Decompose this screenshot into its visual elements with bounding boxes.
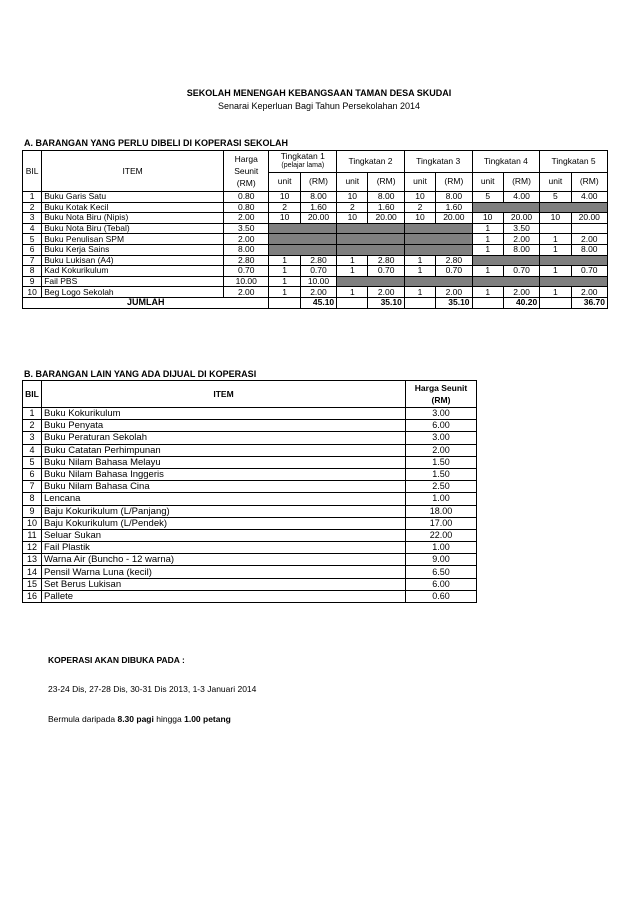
level-4-shaded-cell [472,276,540,287]
level-4-unit-header: unit [472,172,503,191]
col-bil-header: BIL [23,381,42,408]
level-2-total-blank [337,297,368,308]
opening-time [48,714,231,724]
level-3-shaded-cell [404,244,472,255]
row-item: Set Berus Lukisan [42,578,406,590]
table-row [23,590,477,602]
total-row [23,297,608,308]
row-price: 1.50 [406,456,477,468]
table-row [23,408,477,420]
level-5-unit: 10 [540,213,571,224]
row-bil: 12 [23,542,42,554]
row-price: 2.00 [224,213,269,224]
table-row [23,542,477,554]
level-1-shaded-cell [269,234,337,245]
row-bil: 2 [23,420,42,432]
table-row [23,578,477,590]
level-3-amount: 2.80 [436,255,472,266]
level-5-amount: 20.00 [571,213,607,224]
row-item: Baju Kokurikulum (L/Panjang) [42,505,406,517]
row-bil: 7 [23,255,42,266]
level-5-total-blank [540,297,571,308]
level-5-amount: 2.00 [571,287,607,298]
table-section-b [22,380,477,603]
row-item: Pallete [42,590,406,602]
level-5-amount: 8.00 [571,244,607,255]
level-3-shaded-cell [404,234,472,245]
table-row [23,255,608,266]
row-bil: 3 [23,213,42,224]
level-2-unit: 10 [337,213,368,224]
table-row [23,554,477,566]
col-item-header: ITEM [42,151,224,192]
opening-time-prefix: Bermula daripada [48,714,118,724]
row-price: 22.00 [406,529,477,541]
row-price: 9.00 [406,554,477,566]
row-item: Seluar Sukan [42,529,406,541]
col-price-line-2: Seunit [234,166,259,176]
row-item: Kad Kokurikulum [42,266,224,277]
level-4-unit: 10 [472,213,503,224]
level-2-amount: 1.60 [368,202,404,213]
row-item: Buku Kerja Sains [42,244,224,255]
level-2-unit-header: unit [337,172,368,191]
level-3-shaded-cell [404,223,472,234]
row-item: Buku Nota Biru (Tebal) [42,223,224,234]
row-bil: 4 [23,223,42,234]
row-bil: 8 [23,493,42,505]
row-bil: 9 [23,505,42,517]
row-bil: 11 [23,529,42,541]
table-row [23,276,608,287]
level-5-unit: 1 [540,266,571,277]
row-price: 3.00 [406,432,477,444]
level-3-shaded-cell [404,276,472,287]
row-bil: 16 [23,590,42,602]
level-5-unit-header: unit [540,172,571,191]
row-item: Buku Peraturan Sekolah [42,432,406,444]
row-item: Buku Garis Satu [42,192,224,203]
level-3-amount: 1.60 [436,202,472,213]
level-2-unit: 1 [337,266,368,277]
row-item: Fail Plastik [42,542,406,554]
level-3-amount: 2.00 [436,287,472,298]
level-5-total: 36.70 [571,297,607,308]
level-1-amount: 1.60 [300,202,336,213]
row-bil: 14 [23,566,42,578]
level-2-total: 35.10 [368,297,404,308]
row-bil: 5 [23,234,42,245]
level-2-amount: 2.00 [368,287,404,298]
row-bil: 1 [23,408,42,420]
row-price: 6.50 [406,566,477,578]
col-price-header [406,381,477,408]
col-price-line-3: (RM) [236,178,256,188]
level-3-total: 35.10 [436,297,472,308]
row-item: Beg Logo Sekolah [42,287,224,298]
row-price: 0.60 [406,590,477,602]
level-5-header: Tingkatan 5 [540,151,608,173]
table-row [23,456,477,468]
level-1-shaded-cell [269,223,337,234]
table-section-a [22,150,608,309]
row-price: 0.70 [224,266,269,277]
level-3-unit: 1 [404,255,435,266]
row-price: 2.80 [224,255,269,266]
level-4-amount: 4.00 [503,192,539,203]
opening-dates: 23-24 Dis, 27-28 Dis, 30-31 Dis 2013, 1-3 Januari 2014 [48,684,257,694]
level-5-amount: 0.70 [571,266,607,277]
level-1-unit: 1 [269,287,300,298]
table-row [23,213,608,224]
row-item: Pensil Warna Luna (kecil) [42,566,406,578]
level-5-unit: 1 [540,244,571,255]
row-price: 6.00 [406,420,477,432]
row-bil: 6 [23,244,42,255]
level-4-amount: 3.50 [503,223,539,234]
row-item: Buku Lukisan (A4) [42,255,224,266]
row-bil: 5 [23,456,42,468]
table-row [23,287,608,298]
row-price: 2.00 [224,287,269,298]
row-price: 3.50 [224,223,269,234]
opening-time-end: 1.00 petang [184,714,231,724]
level-5-amount [571,223,607,234]
row-bil: 10 [23,517,42,529]
level-2-unit: 1 [337,255,368,266]
row-price: 8.00 [224,244,269,255]
level-3-header: Tingkatan 3 [404,151,472,173]
level-1-amount: 2.00 [300,287,336,298]
row-bil: 3 [23,432,42,444]
level-5-unit [540,223,571,234]
level-5-rm-header: (RM) [571,172,607,191]
level-5-shaded-cell [540,255,608,266]
table-row [23,223,608,234]
row-bil: 1 [23,192,42,203]
opening-time-mid: hingga [153,714,185,724]
level-1-unit: 2 [269,202,300,213]
level-4-header: Tingkatan 4 [472,151,540,173]
col-price-line-1: Harga Seunit [414,383,468,393]
level-4-amount: 0.70 [503,266,539,277]
level-5-shaded-cell [540,202,608,213]
row-bil: 10 [23,287,42,298]
level-1-unit: 1 [269,266,300,277]
row-price: 0.80 [224,202,269,213]
total-label: JUMLAH [23,297,269,308]
level-3-amount: 0.70 [436,266,472,277]
level-4-unit: 1 [472,287,503,298]
level-3-unit: 1 [404,266,435,277]
row-item: Buku Penulisan SPM [42,234,224,245]
col-price-line-2: (RM) [431,395,451,405]
level-1-unit: 1 [269,255,300,266]
level-2-amount: 2.80 [368,255,404,266]
level-1-amount: 8.00 [300,192,336,203]
row-item: Warna Air (Buncho - 12 warna) [42,554,406,566]
level-4-total-blank [472,297,503,308]
level-5-amount: 4.00 [571,192,607,203]
level-4-unit: 5 [472,192,503,203]
level-3-total-blank [404,297,435,308]
row-price: 1.00 [406,542,477,554]
table-row [23,244,608,255]
level-1-total: 45.10 [300,297,336,308]
section-b-heading: B. BARANGAN LAIN YANG ADA DIJUAL DI KOPERASI [24,369,257,379]
row-item: Fail PBS [42,276,224,287]
col-price-line-1: Harga [234,154,258,164]
row-price: 2.00 [224,234,269,245]
row-bil: 4 [23,444,42,456]
row-item: Lencana [42,493,406,505]
level-2-amount: 20.00 [368,213,404,224]
level-3-amount: 20.00 [436,213,472,224]
level-2-unit: 10 [337,192,368,203]
col-price-header [224,151,269,192]
table-row [23,420,477,432]
level-1-header [269,151,337,173]
level-2-header: Tingkatan 2 [337,151,405,173]
level-4-unit: 1 [472,223,503,234]
level-1-name: Tingkatan 1 [280,151,325,162]
level-1-amount: 10.00 [300,276,336,287]
level-4-unit: 1 [472,244,503,255]
level-2-rm-header: (RM) [368,172,404,191]
row-bil: 6 [23,468,42,480]
level-4-unit: 1 [472,266,503,277]
row-item: Buku Kotak Kecil [42,202,224,213]
level-2-amount: 8.00 [368,192,404,203]
row-item: Buku Nota Biru (Nipis) [42,213,224,224]
row-bil: 13 [23,554,42,566]
level-4-amount: 2.00 [503,287,539,298]
level-4-shaded-cell [472,255,540,266]
row-item: Buku Penyata [42,420,406,432]
row-price: 6.00 [406,578,477,590]
level-3-unit: 1 [404,287,435,298]
table-row [23,505,477,517]
row-price: 3.00 [406,408,477,420]
level-1-unit: 10 [269,213,300,224]
level-4-total: 40.20 [503,297,539,308]
col-bil-header: BIL [23,151,42,192]
row-bil: 7 [23,481,42,493]
row-price: 2.50 [406,481,477,493]
row-bil: 8 [23,266,42,277]
level-4-amount: 8.00 [503,244,539,255]
level-2-shaded-cell [337,234,405,245]
row-price: 0.80 [224,192,269,203]
level-5-shaded-cell [540,276,608,287]
opening-time-start: 8.30 pagi [117,714,154,724]
table-row [23,234,608,245]
row-bil: 9 [23,276,42,287]
level-3-amount: 8.00 [436,192,472,203]
row-item: Buku Kokurikulum [42,408,406,420]
level-1-unit-header: unit [269,172,300,191]
level-3-unit: 10 [404,213,435,224]
level-1-amount: 20.00 [300,213,336,224]
table-row [23,566,477,578]
row-price: 17.00 [406,517,477,529]
row-bil: 2 [23,202,42,213]
level-5-amount: 2.00 [571,234,607,245]
table-row [23,202,608,213]
level-1-rm-header: (RM) [300,172,336,191]
col-item-header: ITEM [42,381,406,408]
table-row [23,444,477,456]
row-bil: 15 [23,578,42,590]
opening-heading: KOPERASI AKAN DIBUKA PADA : [48,655,185,665]
level-5-unit: 1 [540,287,571,298]
row-item: Baju Kokurikulum (L/Pendek) [42,517,406,529]
level-1-note: (pelajar lama) [281,162,325,170]
level-3-unit: 2 [404,202,435,213]
level-4-amount: 20.00 [503,213,539,224]
table-row [23,529,477,541]
row-item: Buku Nilam Bahasa Inggeris [42,468,406,480]
level-1-total-blank [269,297,300,308]
table-row [23,266,608,277]
page-title: SEKOLAH MENENGAH KEBANGSAAN TAMAN DESA SKUDAI [186,88,452,98]
row-price: 2.00 [406,444,477,456]
level-1-amount: 2.80 [300,255,336,266]
row-price: 10.00 [224,276,269,287]
level-2-amount: 0.70 [368,266,404,277]
level-2-shaded-cell [337,244,405,255]
level-5-unit: 5 [540,192,571,203]
table-row [23,432,477,444]
level-3-rm-header: (RM) [436,172,472,191]
level-1-unit: 1 [269,276,300,287]
level-4-unit: 1 [472,234,503,245]
level-1-shaded-cell [269,244,337,255]
row-price: 1.00 [406,493,477,505]
table-row [23,468,477,480]
row-item: Buku Catatan Perhimpunan [42,444,406,456]
level-4-shaded-cell [472,202,540,213]
row-item: Buku Nilam Bahasa Melayu [42,456,406,468]
row-item: Buku Nilam Bahasa Cina [42,481,406,493]
level-1-unit: 10 [269,192,300,203]
level-3-unit-header: unit [404,172,435,191]
level-2-unit: 1 [337,287,368,298]
table-row [23,493,477,505]
page-subtitle: Senarai Keperluan Bagi Tahun Persekolahan 2014 [218,101,420,111]
level-5-unit: 1 [540,234,571,245]
level-1-amount: 0.70 [300,266,336,277]
row-price: 18.00 [406,505,477,517]
table-row [23,192,608,203]
level-3-unit: 10 [404,192,435,203]
level-4-rm-header: (RM) [503,172,539,191]
table-row [23,517,477,529]
level-2-shaded-cell [337,276,405,287]
level-2-unit: 2 [337,202,368,213]
section-a-heading: A. BARANGAN YANG PERLU DIBELI DI KOPERASI SEKOLAH [24,138,289,148]
level-4-amount: 2.00 [503,234,539,245]
table-row [23,481,477,493]
row-price: 1.50 [406,468,477,480]
level-2-shaded-cell [337,223,405,234]
